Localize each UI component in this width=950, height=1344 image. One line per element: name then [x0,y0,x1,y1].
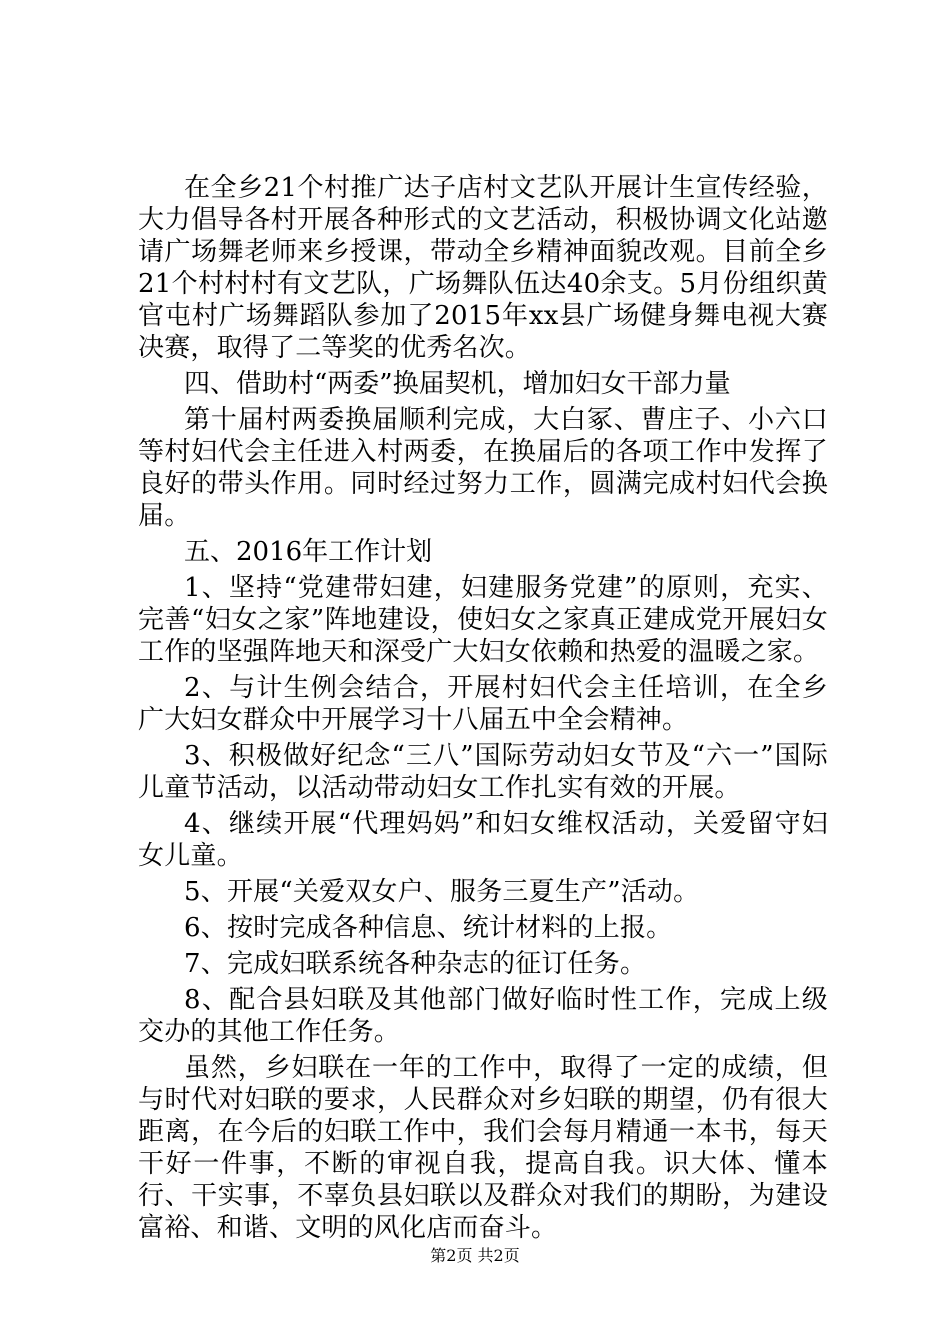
paragraph-conclusion: 虽然，乡妇联在一年的工作中，取得了一定的成绩，但与时代对妇联的要求，人民群众对乡妇联的期望，仍有很大距离，在今后的妇联工作中，我们会每月精通一本书，每天干好一件事，不断的审视自我，提高自我。识大体、懂本行、干实事，不辜负县妇联以及群众对我们的期盼，为建设富裕、和谐、文明的风化店而奋斗。 [138,1053,828,1243]
plan-item-3: 3、积极做好纪念“三八”国际劳动妇女节及“六一”国际儿童节活动，以活动带动妇女工作扎实有效的开展。 [138,741,828,803]
plan-item-5: 5、开展“关爱双女户、服务三夏生产”活动。 [184,877,700,907]
plan-item-2: 2、与计生例会结合，开展村妇代会主任培训，在全乡广大妇女群众中开展学习十八届五中全会精神。 [138,673,828,735]
plan-item-4: 4、继续开展“代理妈妈”和妇女维权活动，关爱留守妇女儿童。 [138,809,828,871]
plan-item-7: 7、完成妇联系统各种杂志的征订任务。 [184,949,647,979]
plan-item-8: 8、配合县妇联及其他部门做好临时性工作，完成上级交办的其他工作任务。 [138,985,828,1047]
paragraph-election: 第十届村两委换届顺利完成，大白冢、曹庄子、小六口等村妇代会主任进入村两委，在换届后的各项工作中发挥了良好的带头作用。同时经过努力工作，圆满完成村妇代会换届。 [138,405,828,531]
plan-item-1: 1、坚持“党建带妇建，妇建服务党建”的原则，充实、完善“妇女之家”阵地建设，使妇女之家真正建成党开展妇女工作的坚强阵地天和深受广大妇女依赖和热爱的温暖之家。 [138,573,828,667]
section-heading-five: 五、2016年工作计划 [184,537,433,567]
page-number-footer: 第2页 共2页 [430,1246,520,1265]
paragraph-arts-teams: 在全乡21个村推广达子店村文艺队开展计生宣传经验，大力倡导各村开展各种形式的文艺活动，积极协调文化站邀请广场舞老师来乡授课，带动全乡精神面貌改观。目前全乡21个村村村有文艺队，广场舞队伍达40余支。5月份组织黄官屯村广场舞蹈队参加了2015年xx县广场健身舞电视大赛决赛，取得了二等奖的优秀名次。 [138,173,828,363]
document-body [138,172,828,1248]
section-heading-four: 四、借助村“两委”换届契机，增加妇女干部力量 [184,369,731,399]
plan-item-6: 6、按时完成各种信息、统计材料的上报。 [184,913,673,943]
